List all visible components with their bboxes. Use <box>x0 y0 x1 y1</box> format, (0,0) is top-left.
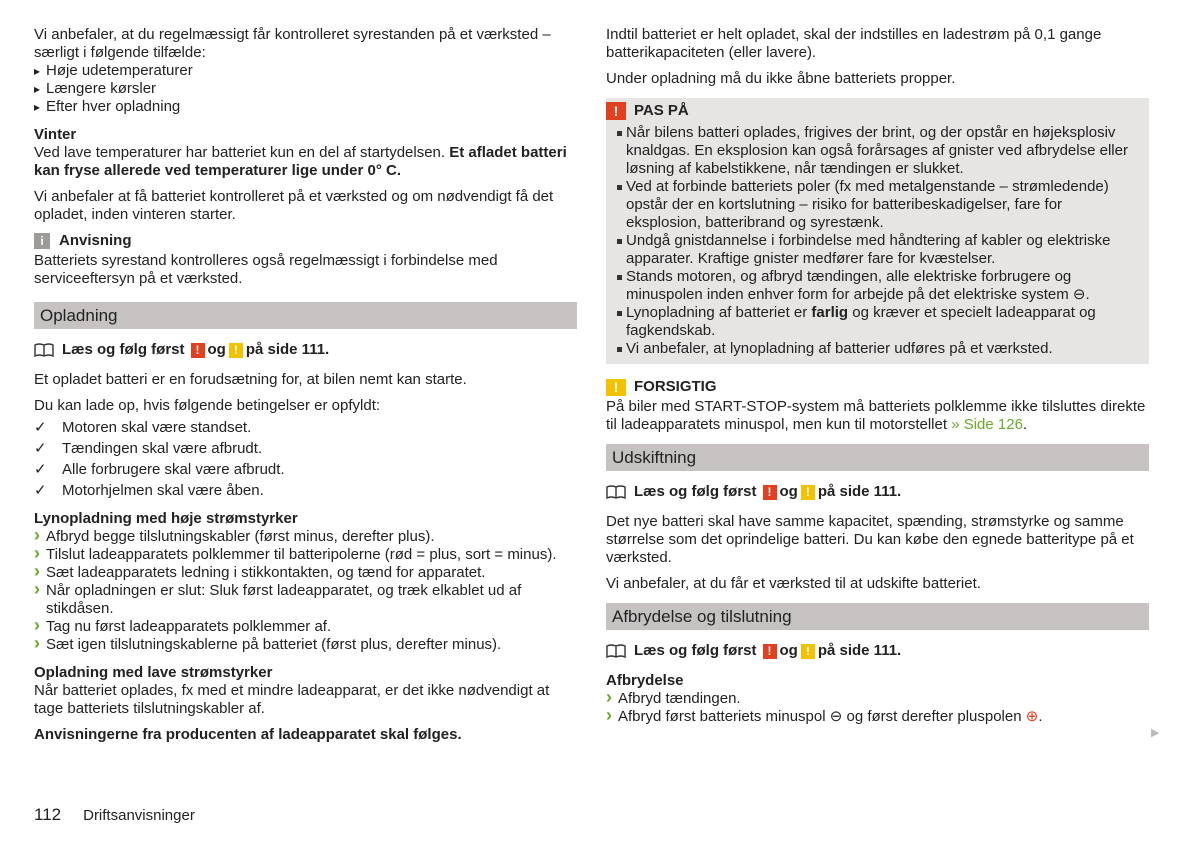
ref-and: og <box>779 642 798 659</box>
warning-item5-pre: Lynopladning af batteriet er <box>626 304 808 321</box>
next-page-arrow-icon[interactable]: ▶ <box>1151 727 1160 739</box>
warning-title: PAS PÅ <box>634 102 689 119</box>
intro-item: ▸ Længere kørsler <box>34 80 577 98</box>
warning-yellow-icon: ! <box>801 644 815 659</box>
warning-box <box>606 98 1149 364</box>
slow-charge-text: Når batteriet oplades, fx med et mindre ladeapparat, er det ikke nødvendigt at tage batteriets tilslutningskabler af. <box>34 682 550 717</box>
note-heading <box>34 232 577 250</box>
right-column <box>606 26 1149 726</box>
charge-paragraph: Et opladet batteri er en forudsætning for, at bilen nemt kan starte. <box>34 371 467 388</box>
ref-suffix: på side 111. <box>245 341 330 358</box>
warning-title-row <box>606 102 1139 120</box>
winter-paragraph <box>34 144 577 180</box>
ref-suffix: på side 111. <box>817 483 902 500</box>
caution-body: På biler med START-STOP-system må batteriets polklemme ikke tilsluttes direkte til ladeapparatets minuspol, men kun til motorstellet <box>606 398 1146 433</box>
manufacturer-note: Anvisningerne fra producenten af ladeapparatet skal følges. <box>34 726 462 743</box>
book-icon <box>606 644 626 659</box>
warning-red-icon: ! <box>763 644 777 659</box>
fast-charge-step: › Når opladningen er slut: Sluk først ladeapparatet, og træk elkablet ud af stikdåsen. <box>34 582 577 618</box>
condition-item: ✓ Alle forbrugere skal være afbrudt. <box>34 461 577 479</box>
ref-prefix: Læs og følg først <box>62 341 185 358</box>
fast-charge-step: › Sæt ladeapparatets ledning i stikkontakten, og tænd for apparatet. <box>34 564 577 582</box>
replace-advice: Vi anbefaler, at du får et værksted til at udskifte batteriet. <box>606 575 981 592</box>
intro-paragraph: Vi anbefaler, at du regelmæssigt får kontrolleret syrestanden på et værksted – særligt i følgende tilfælde: <box>34 26 551 61</box>
plugs-text: Under opladning må du ikke åbne batteriets propper. <box>606 70 956 87</box>
slow-charge-heading: Opladning med lave strømstyrker <box>34 664 273 681</box>
caution-yellow-icon: ! <box>606 379 626 396</box>
warning-yellow-icon: ! <box>801 485 815 500</box>
winter-bold: Et afladet batteri kan fryse allerede ved temperaturer lige under 0° C. <box>34 144 567 179</box>
disconnect-heading: Afbrydelse <box>606 672 684 689</box>
fast-charge-heading: Lynopladning med høje strømstyrker <box>34 510 298 527</box>
warning-item: Undgå gnistdannelse i forbindelse med håndtering af kabler og elektriske apparater. Kraftige gnister medfører fare for kvæstelser. <box>616 232 1139 268</box>
warning-item5-bold: farlig <box>811 304 849 321</box>
conditions-intro: Du kan lade op, hvis følgende betingelser er opfyldt: <box>34 397 381 414</box>
note-title: Anvisning <box>59 232 132 249</box>
ref-and: og <box>207 341 226 358</box>
ref-suffix: på side 111. <box>817 642 902 659</box>
warning-red-icon: ! <box>606 102 626 120</box>
section-charging-title: Opladning <box>34 302 577 329</box>
fast-charge-step: › Tilslut ladeapparatets polklemmer til batteripolerne (rød = plus, sort = minus). <box>34 546 577 564</box>
section-replace-title: Udskiftning <box>606 444 1149 471</box>
fast-charge-step: › Afbryd begge tilslutningskabler (først minus, derefter plus). <box>34 528 577 546</box>
safety-reference <box>606 483 1149 501</box>
warning-red-icon: ! <box>763 485 777 500</box>
disconnect-step: › Afbryd først batteriets minuspol ⊖ og først derefter pluspolen ⊕. <box>606 708 1149 726</box>
condition-item: ✓ Tændingen skal være afbrudt. <box>34 440 577 458</box>
charge-current-text: Indtil batteriet er helt opladet, skal der indstilles en ladestrøm på 0,1 gange batterikapaciteten (eller lavere). <box>606 26 1102 61</box>
ref-prefix: Læs og følg først <box>634 642 757 659</box>
caution-title-row <box>606 378 1149 396</box>
winter-text: Ved lave temperaturer har batteriet kun en del af startydelsen. <box>34 144 446 161</box>
replace-text: Det nye batteri skal have samme kapacitet, spænding, strømstyrke og samme størrelse som det oprindelige batteri. Du kan købe den egnede batteritype på et værksted. <box>606 513 1134 566</box>
fast-charge-step: › Tag nu først ladeapparatets polklemmer af. <box>34 618 577 636</box>
page-number: 112 <box>34 805 62 824</box>
info-icon: i <box>34 233 50 249</box>
condition-item: ✓ Motoren skal være standset. <box>34 419 577 437</box>
caution-text: På biler med START-STOP-system må batteriets polklemme ikke tilsluttes direkte til ladeapparatets minuspol, men kun til motorstellet » Side 126. <box>606 398 1146 433</box>
note-text: Batteriets syrestand kontrolleres også regelmæssigt i forbindelse med serviceeftersyn på et værksted. <box>34 252 498 287</box>
intro-item: ▸ Høje udetemperaturer <box>34 62 577 80</box>
caution-title: FORSIGTIG <box>634 378 717 395</box>
plus-pole-icon: ⊕ <box>1025 708 1039 725</box>
warning-red-icon: ! <box>191 343 205 358</box>
caution-page-link[interactable]: » Side 126 <box>951 416 1023 433</box>
ref-and: og <box>779 483 798 500</box>
safety-reference <box>34 341 577 359</box>
warning-item: Stands motoren, og afbryd tændingen, alle elektriske forbrugere og minuspolen inden enhver form for arbejde på det elektriske system ⊖. <box>616 268 1139 304</box>
warning-list <box>606 124 1139 358</box>
warning-item <box>616 304 1139 340</box>
safety-reference <box>606 642 1149 660</box>
ref-prefix: Læs og følg først <box>634 483 757 500</box>
book-icon <box>606 485 626 500</box>
warning-item: Ved at forbinde batteriets poler (fx med metalgenstande – strømledende) opstår der en kortslutning – risiko for batteribeskadigelser, fare for eksplosion, batteribrand og syrestænk. <box>616 178 1139 232</box>
warning-yellow-icon: ! <box>229 343 243 358</box>
disconnect-step2-text: Afbryd først batteriets minuspol ⊖ og først derefter pluspolen <box>618 708 1022 725</box>
warning-item: Når bilens batteri oplades, frigives der brint, og der opstår en højeksplosiv knaldgas. En eksplosion kan også forårsages af gnister ved afbrydelse eller løsning af kabelstikkene, når tændingen er slukket. <box>616 124 1139 178</box>
intro-item: ▸ Efter hver opladning <box>34 98 577 116</box>
winter-advice: Vi anbefaler at få batteriet kontrolleret på et værksted og om nødvendigt få det opladet, inden vinteren starter. <box>34 188 554 223</box>
left-column <box>34 26 577 752</box>
book-icon <box>34 343 54 358</box>
section-disconnect-title: Afbrydelse og tilslutning <box>606 603 1149 630</box>
disconnect-step: › Afbryd tændingen. <box>606 690 1149 708</box>
condition-item: ✓ Motorhjelmen skal være åben. <box>34 482 577 500</box>
footer-label: Driftsanvisninger <box>83 807 195 824</box>
fast-charge-step: › Sæt igen tilslutningskablerne på batteriet (først plus, derefter minus). <box>34 636 577 654</box>
page-footer <box>34 806 195 825</box>
warning-item5-post: og kræver et specielt ladeapparat og fagkendskab. <box>626 304 1096 339</box>
winter-heading: Vinter <box>34 126 77 143</box>
warning-item: Vi anbefaler, at lynopladning af batterier udføres på et værksted. <box>616 340 1139 358</box>
